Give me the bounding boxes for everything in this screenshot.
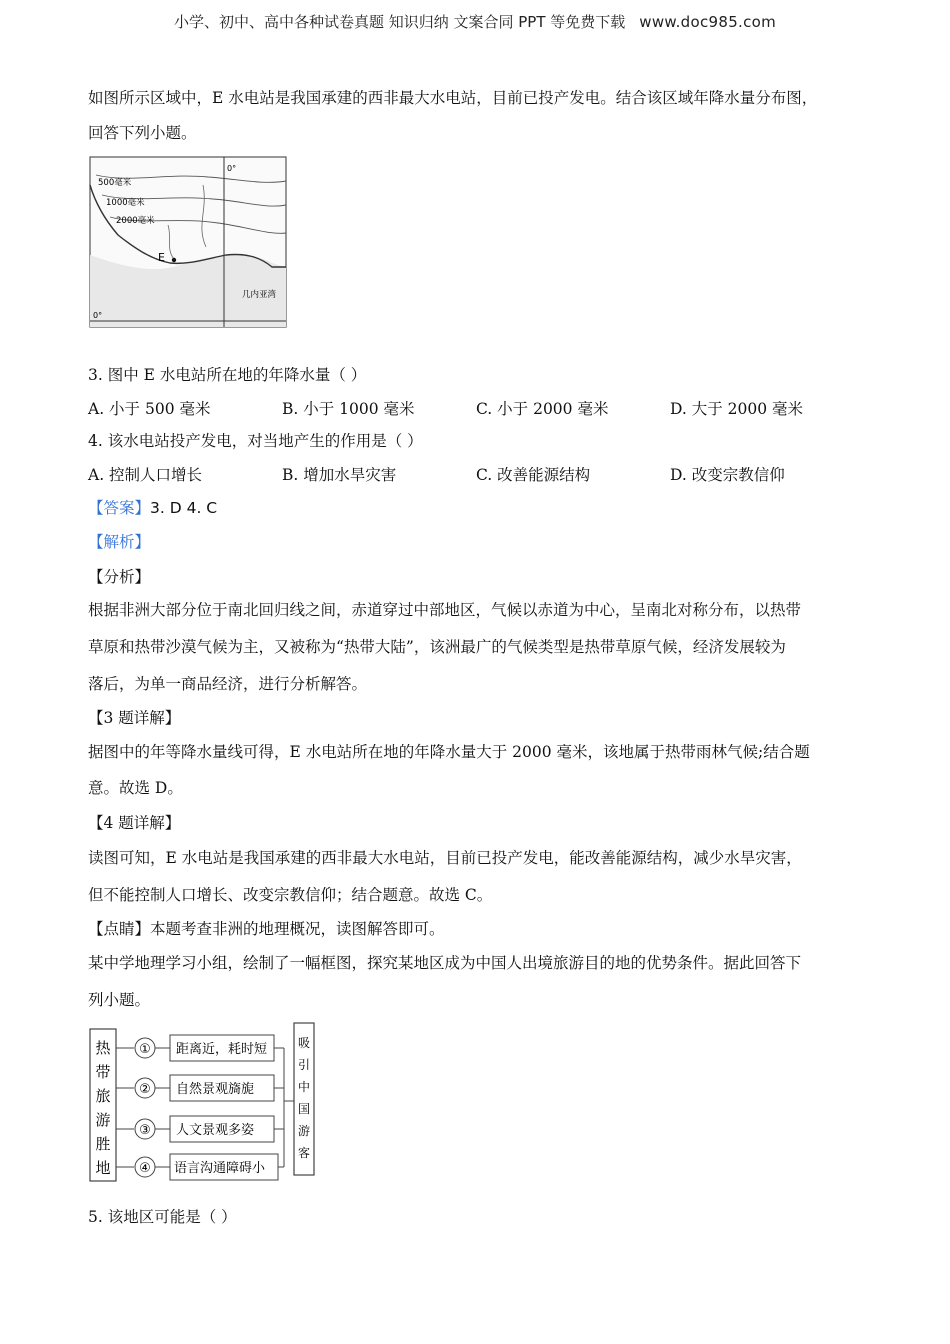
item-label: 自然景观旖旎 — [176, 1082, 255, 1097]
answer-text: 3. D 4. C — [150, 499, 218, 517]
right-char: 中 — [297, 1080, 311, 1094]
detail4-tag: 【4 题详解】 — [88, 814, 181, 832]
header-banner: 小学、初中、高中各种试卷真题 知识归纳 文案合同 PPT 等免费下载 — [173, 13, 626, 31]
detail3-line-2: 意。故选 D。 — [88, 779, 183, 797]
right-char: 引 — [297, 1058, 311, 1072]
left-char: 游 — [95, 1111, 111, 1129]
dianjing-tag: 【点睛】 — [88, 920, 151, 938]
label-equator: 0° — [93, 311, 103, 320]
tourism-frame-diagram — [88, 1021, 316, 1187]
q3-option-a: A. 小于 500 毫米 — [88, 400, 211, 418]
item-label: 人文景观多姿 — [176, 1123, 255, 1138]
station-e-marker — [172, 258, 176, 262]
q3-stem: 3. 图中 E 水电站所在地的年降水量（ ） — [88, 366, 367, 384]
fenxi-line-1: 根据非洲大部分位于南北回归线之间，赤道穿过中部地区，气候以赤道为中心，呈南北对称分布，以热带 — [88, 601, 802, 619]
detail4-line-2: 但不能控制人口增长、改变宗教信仰；结合题意。故选 C。 — [88, 886, 493, 904]
answer-line — [88, 496, 217, 518]
q4-stem: 4. 该水电站投产发电，对当地产生的作用是（ ） — [88, 432, 423, 450]
dianjing-line — [88, 917, 445, 939]
left-char: 热 — [95, 1039, 111, 1057]
label-2000: 2000毫米 — [116, 216, 155, 226]
num-label: ④ — [139, 1161, 151, 1176]
rainfall-map — [88, 155, 288, 335]
intro2-line-2: 列小题。 — [88, 991, 151, 1009]
right-char: 吸 — [297, 1036, 311, 1050]
detail3-tag: 【3 题详解】 — [88, 709, 181, 727]
label-gulf: 几内亚湾 — [242, 290, 277, 300]
right-char: 客 — [297, 1146, 311, 1160]
q4-option-a: A. 控制人口增长 — [88, 466, 203, 484]
item-label: 距离近，耗时短 — [176, 1042, 268, 1057]
right-char: 游 — [297, 1124, 311, 1138]
fenxi-line-2: 草原和热带沙漠气候为主，又被称为“热带大陆”，该洲最广的气候类型是热带草原气候，经济发展较为 — [88, 638, 786, 656]
answer-tag: 【答案】 — [88, 499, 151, 517]
dianjing-text: 本题考查非洲的地理概况，读图解答即可。 — [150, 920, 445, 938]
left-char: 带 — [95, 1063, 111, 1081]
left-char: 旅 — [95, 1087, 111, 1105]
q4-option-d: D. 改变宗教信仰 — [670, 466, 785, 484]
header-site-link[interactable]: www.doc985.com — [639, 13, 777, 31]
q3-option-b: B. 小于 1000 毫米 — [282, 400, 415, 418]
left-char: 胜 — [95, 1135, 111, 1153]
label-meridian: 0° — [227, 164, 237, 173]
page-header — [0, 11, 950, 32]
q5-stem: 5. 该地区可能是（ ） — [88, 1208, 237, 1226]
detail3-line-1: 据图中的年等降水量线可得，E 水电站所在地的年降水量大于 2000 毫米，该地属于热带雨林气候;结合题 — [88, 743, 810, 761]
num-label: ② — [139, 1082, 151, 1097]
q3-option-c: C. 小于 2000 毫米 — [476, 400, 609, 418]
num-label: ① — [139, 1042, 151, 1057]
intro-line-1: 如图所示区域中，E 水电站是我国承建的西非最大水电站，目前已投产发电。结合该区域年降水量分布图， — [88, 89, 818, 107]
label-e: E — [158, 251, 165, 264]
left-char: 地 — [95, 1159, 111, 1177]
q3-option-d: D. 大于 2000 毫米 — [670, 400, 804, 418]
q4-option-b: B. 增加水旱灾害 — [282, 466, 397, 484]
analysis-tag: 【解析】 — [88, 533, 151, 551]
item-label: 语言沟通障碍小 — [174, 1161, 266, 1176]
intro2-line-1: 某中学地理学习小组，绘制了一幅框图，探究某地区成为中国人出境旅游目的地的优势条件。据此回答下 — [88, 954, 802, 972]
intro-line-2: 回答下列小题。 — [88, 124, 197, 142]
label-500: 500毫米 — [98, 178, 132, 188]
fenxi-line-3: 落后，为单一商品经济，进行分析解答。 — [88, 675, 368, 693]
q4-option-c: C. 改善能源结构 — [476, 466, 591, 484]
detail4-line-1: 读图可知，E 水电站是我国承建的西非最大水电站，目前已投产发电，能改善能源结构，减少水旱灾害， — [88, 849, 802, 867]
right-char: 国 — [297, 1102, 311, 1116]
fenxi-tag: 【分析】 — [88, 568, 151, 586]
num-label: ③ — [139, 1123, 151, 1138]
label-1000: 1000毫米 — [106, 198, 145, 208]
